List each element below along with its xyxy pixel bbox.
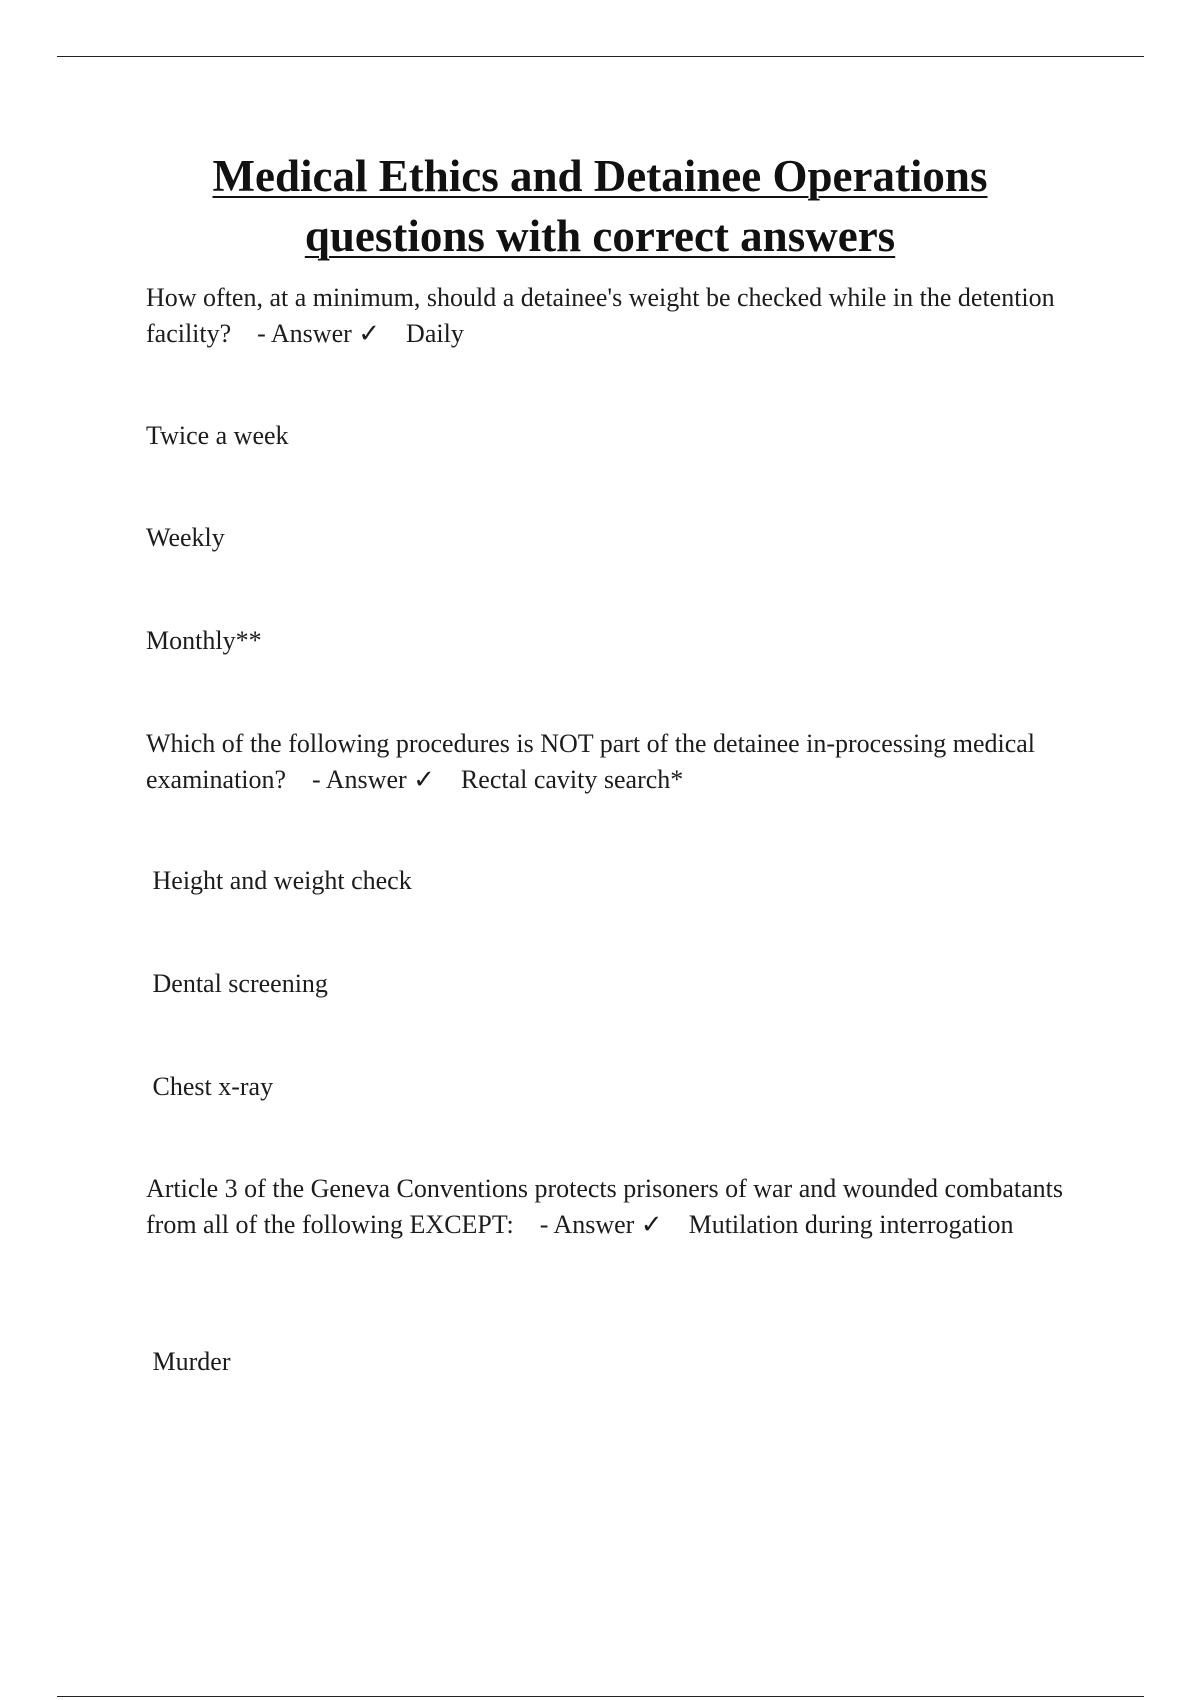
- title-line-1: Medical Ethics and Detainee Operations: [212, 151, 988, 201]
- title-line-2: questions with correct answers: [304, 211, 896, 261]
- question-3: Article 3 of the Geneva Conventions protects prisoners of war and wounded combatants from all of the following EXCEPT: - Answer ✓ Mutilation during interrogation: [146, 1174, 1070, 1239]
- top-rule: [57, 56, 1144, 57]
- option-text: Weekly: [146, 523, 225, 552]
- option-text: Height and weight check: [146, 866, 412, 895]
- option-text: Murder: [146, 1347, 231, 1376]
- document-title: [0, 146, 1200, 266]
- bottom-rule: [57, 1696, 1144, 1697]
- option-text: Dental screening: [146, 969, 328, 998]
- question-2: Which of the following procedures is NOT part of the detainee in-processing medical examination? - Answer ✓ Rectal cavity search*: [146, 729, 1042, 794]
- question-1: How often, at a minimum, should a detainee's weight be checked while in the detention facility? - Answer ✓ Daily: [146, 283, 1062, 348]
- option-text: Chest x-ray: [146, 1072, 274, 1101]
- option-text: Twice a week: [146, 421, 289, 450]
- option-text: Monthly**: [146, 626, 262, 655]
